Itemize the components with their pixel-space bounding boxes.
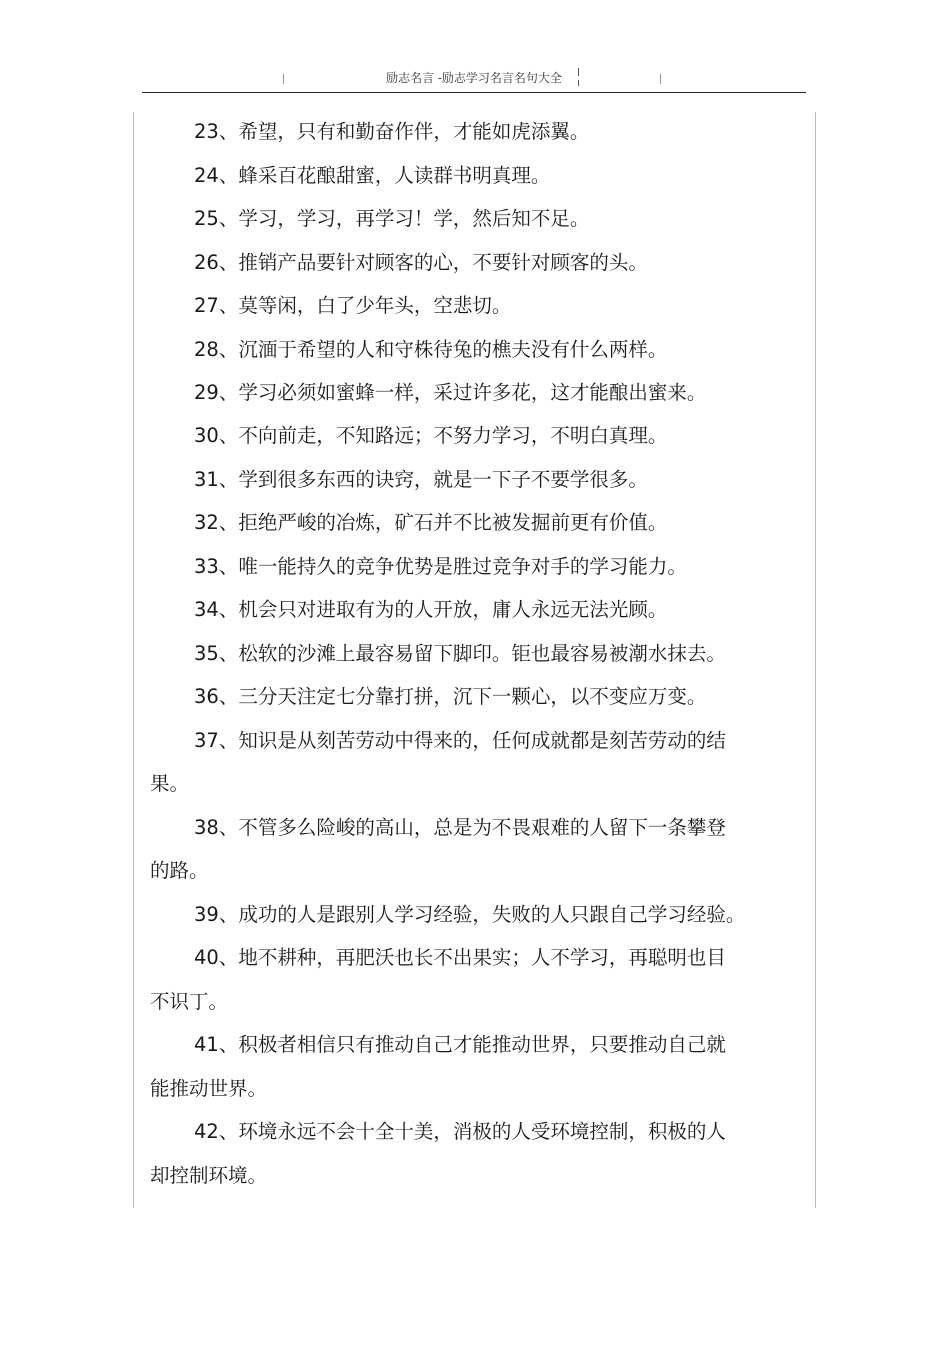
quote-line: 28、沉湎于希望的人和守株待兔的樵夫没有什么两样。	[194, 338, 668, 361]
quote-line-continuation: 果。	[150, 772, 190, 795]
quote-line: 23、希望，只有和勤奋作伴，才能如虎添翼。	[194, 120, 590, 143]
quote-line: 31、学到很多东西的诀窍，就是一下子不要学很多。	[194, 468, 648, 491]
quote-line-continuation: 的路。	[150, 859, 209, 882]
header-title: 励志名言 -励志学习名言名句大全	[386, 71, 562, 85]
header-tick-mark-bottom	[578, 80, 579, 86]
quote-line: 42、环境永远不会十全十美，消极的人受环境控制，积极的人	[194, 1120, 726, 1143]
header-tick-right	[660, 74, 661, 84]
quote-line-continuation: 不识丁。	[150, 990, 229, 1013]
quote-line: 27、莫等闲，白了少年头，空悲切。	[194, 294, 512, 317]
frame-border-left	[133, 112, 134, 1208]
quote-line: 29、学习必须如蜜蜂一样，采过许多花，这才能酿出蜜来。	[194, 381, 707, 404]
quote-line: 33、唯一能持久的竞争优势是胜过竞争对手的学习能力。	[194, 555, 687, 578]
header-tick-mark-top	[578, 68, 579, 76]
quote-line: 38、不管多么险峻的高山，总是为不畏艰难的人留下一条攀登	[194, 816, 726, 839]
quote-line: 36、三分天注定七分靠打拼，沉下一颗心，以不变应万变。	[194, 685, 707, 708]
quote-line: 40、地不耕种，再肥沃也长不出果实；人不学习，再聪明也目	[194, 946, 726, 969]
quote-line: 41、积极者相信只有推动自己才能推动世界，只要推动自己就	[194, 1033, 726, 1056]
quote-line: 25、学习，学习，再学习！学，然后知不足。	[194, 207, 590, 230]
frame-border-right	[815, 112, 816, 1208]
quote-line: 35、松软的沙滩上最容易留下脚印。钜也最容易被潮水抹去。	[194, 642, 726, 665]
quote-line: 32、拒绝严峻的冶炼，矿石并不比被发掘前更有价值。	[194, 511, 668, 534]
quote-line-continuation: 能推动世界。	[150, 1077, 268, 1100]
quote-line-continuation: 却控制环境。	[150, 1164, 268, 1187]
quote-line: 30、不向前走，不知路远；不努力学习，不明白真理。	[194, 424, 668, 447]
quote-line: 26、推销产品要针对顾客的心，不要针对顾客的头。	[194, 251, 648, 274]
quote-line: 37、知识是从刻苦劳动中得来的，任何成就都是刻苦劳动的结	[194, 729, 726, 752]
page-header	[142, 64, 806, 93]
quote-line: 39、成功的人是跟别人学习经验，失败的人只跟自己学习经验。	[194, 903, 746, 926]
quote-line: 24、蜂采百花酿甜蜜，人读群书明真理。	[194, 164, 551, 187]
quote-line: 34、机会只对进取有为的人开放，庸人永远无法光顾。	[194, 598, 668, 621]
